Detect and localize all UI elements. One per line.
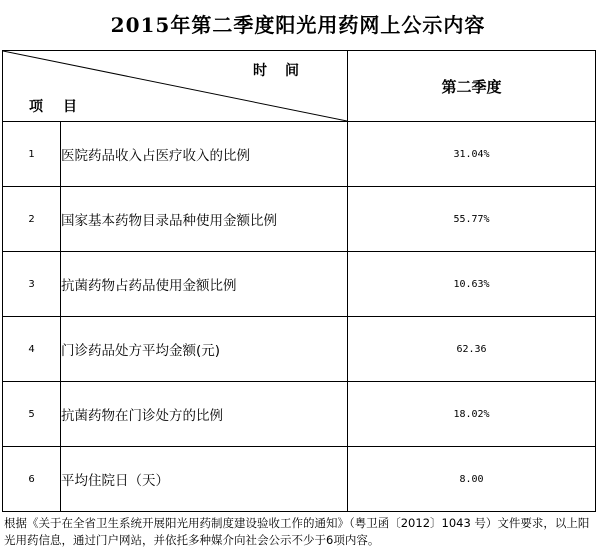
row-number: 3 <box>3 252 61 317</box>
row-item: 平均住院日（天） <box>61 447 348 512</box>
row-value: 55.77% <box>348 187 596 252</box>
row-value: 18.02% <box>348 382 596 447</box>
table-row <box>3 252 596 317</box>
table-row <box>3 382 596 447</box>
page-title: 2015年第二季度阳光用药网上公示内容 <box>110 13 486 37</box>
table-header-row <box>3 51 596 122</box>
row-number: 2 <box>3 187 61 252</box>
row-item: 门诊药品处方平均金额(元) <box>61 317 348 382</box>
row-value: 31.04% <box>348 122 596 187</box>
row-number: 4 <box>3 317 61 382</box>
table-row <box>3 187 596 252</box>
diagonal-header-cell <box>3 51 348 122</box>
row-item: 国家基本药物目录品种使用金额比例 <box>61 187 348 252</box>
row-value: 62.36 <box>348 317 596 382</box>
header-time-label: 时间 <box>253 63 317 79</box>
row-value: 8.00 <box>348 447 596 512</box>
row-item: 抗菌药物在门诊处方的比例 <box>61 382 348 447</box>
row-number: 1 <box>3 122 61 187</box>
disclosure-table <box>2 50 596 512</box>
footnote: 根据《关于在全省卫生系统开展阳光用药制度建设验收工作的通知》（粤卫函〔2012〕1043 号）文件要求，以上阳光用药信息，通过门户网站，并依托多种媒介向社会公示不少于6项内容。 <box>4 516 590 547</box>
row-number: 5 <box>3 382 61 447</box>
header-item-label: 项目 <box>29 99 97 115</box>
table-row <box>3 447 596 512</box>
row-number: 6 <box>3 447 61 512</box>
row-value: 10.63% <box>348 252 596 317</box>
table-row <box>3 122 596 187</box>
header-quarter-label: 第二季度 <box>348 51 596 122</box>
row-item: 抗菌药物占药品使用金额比例 <box>61 252 348 317</box>
row-item: 医院药品收入占医疗收入的比例 <box>61 122 348 187</box>
table-row <box>3 317 596 382</box>
